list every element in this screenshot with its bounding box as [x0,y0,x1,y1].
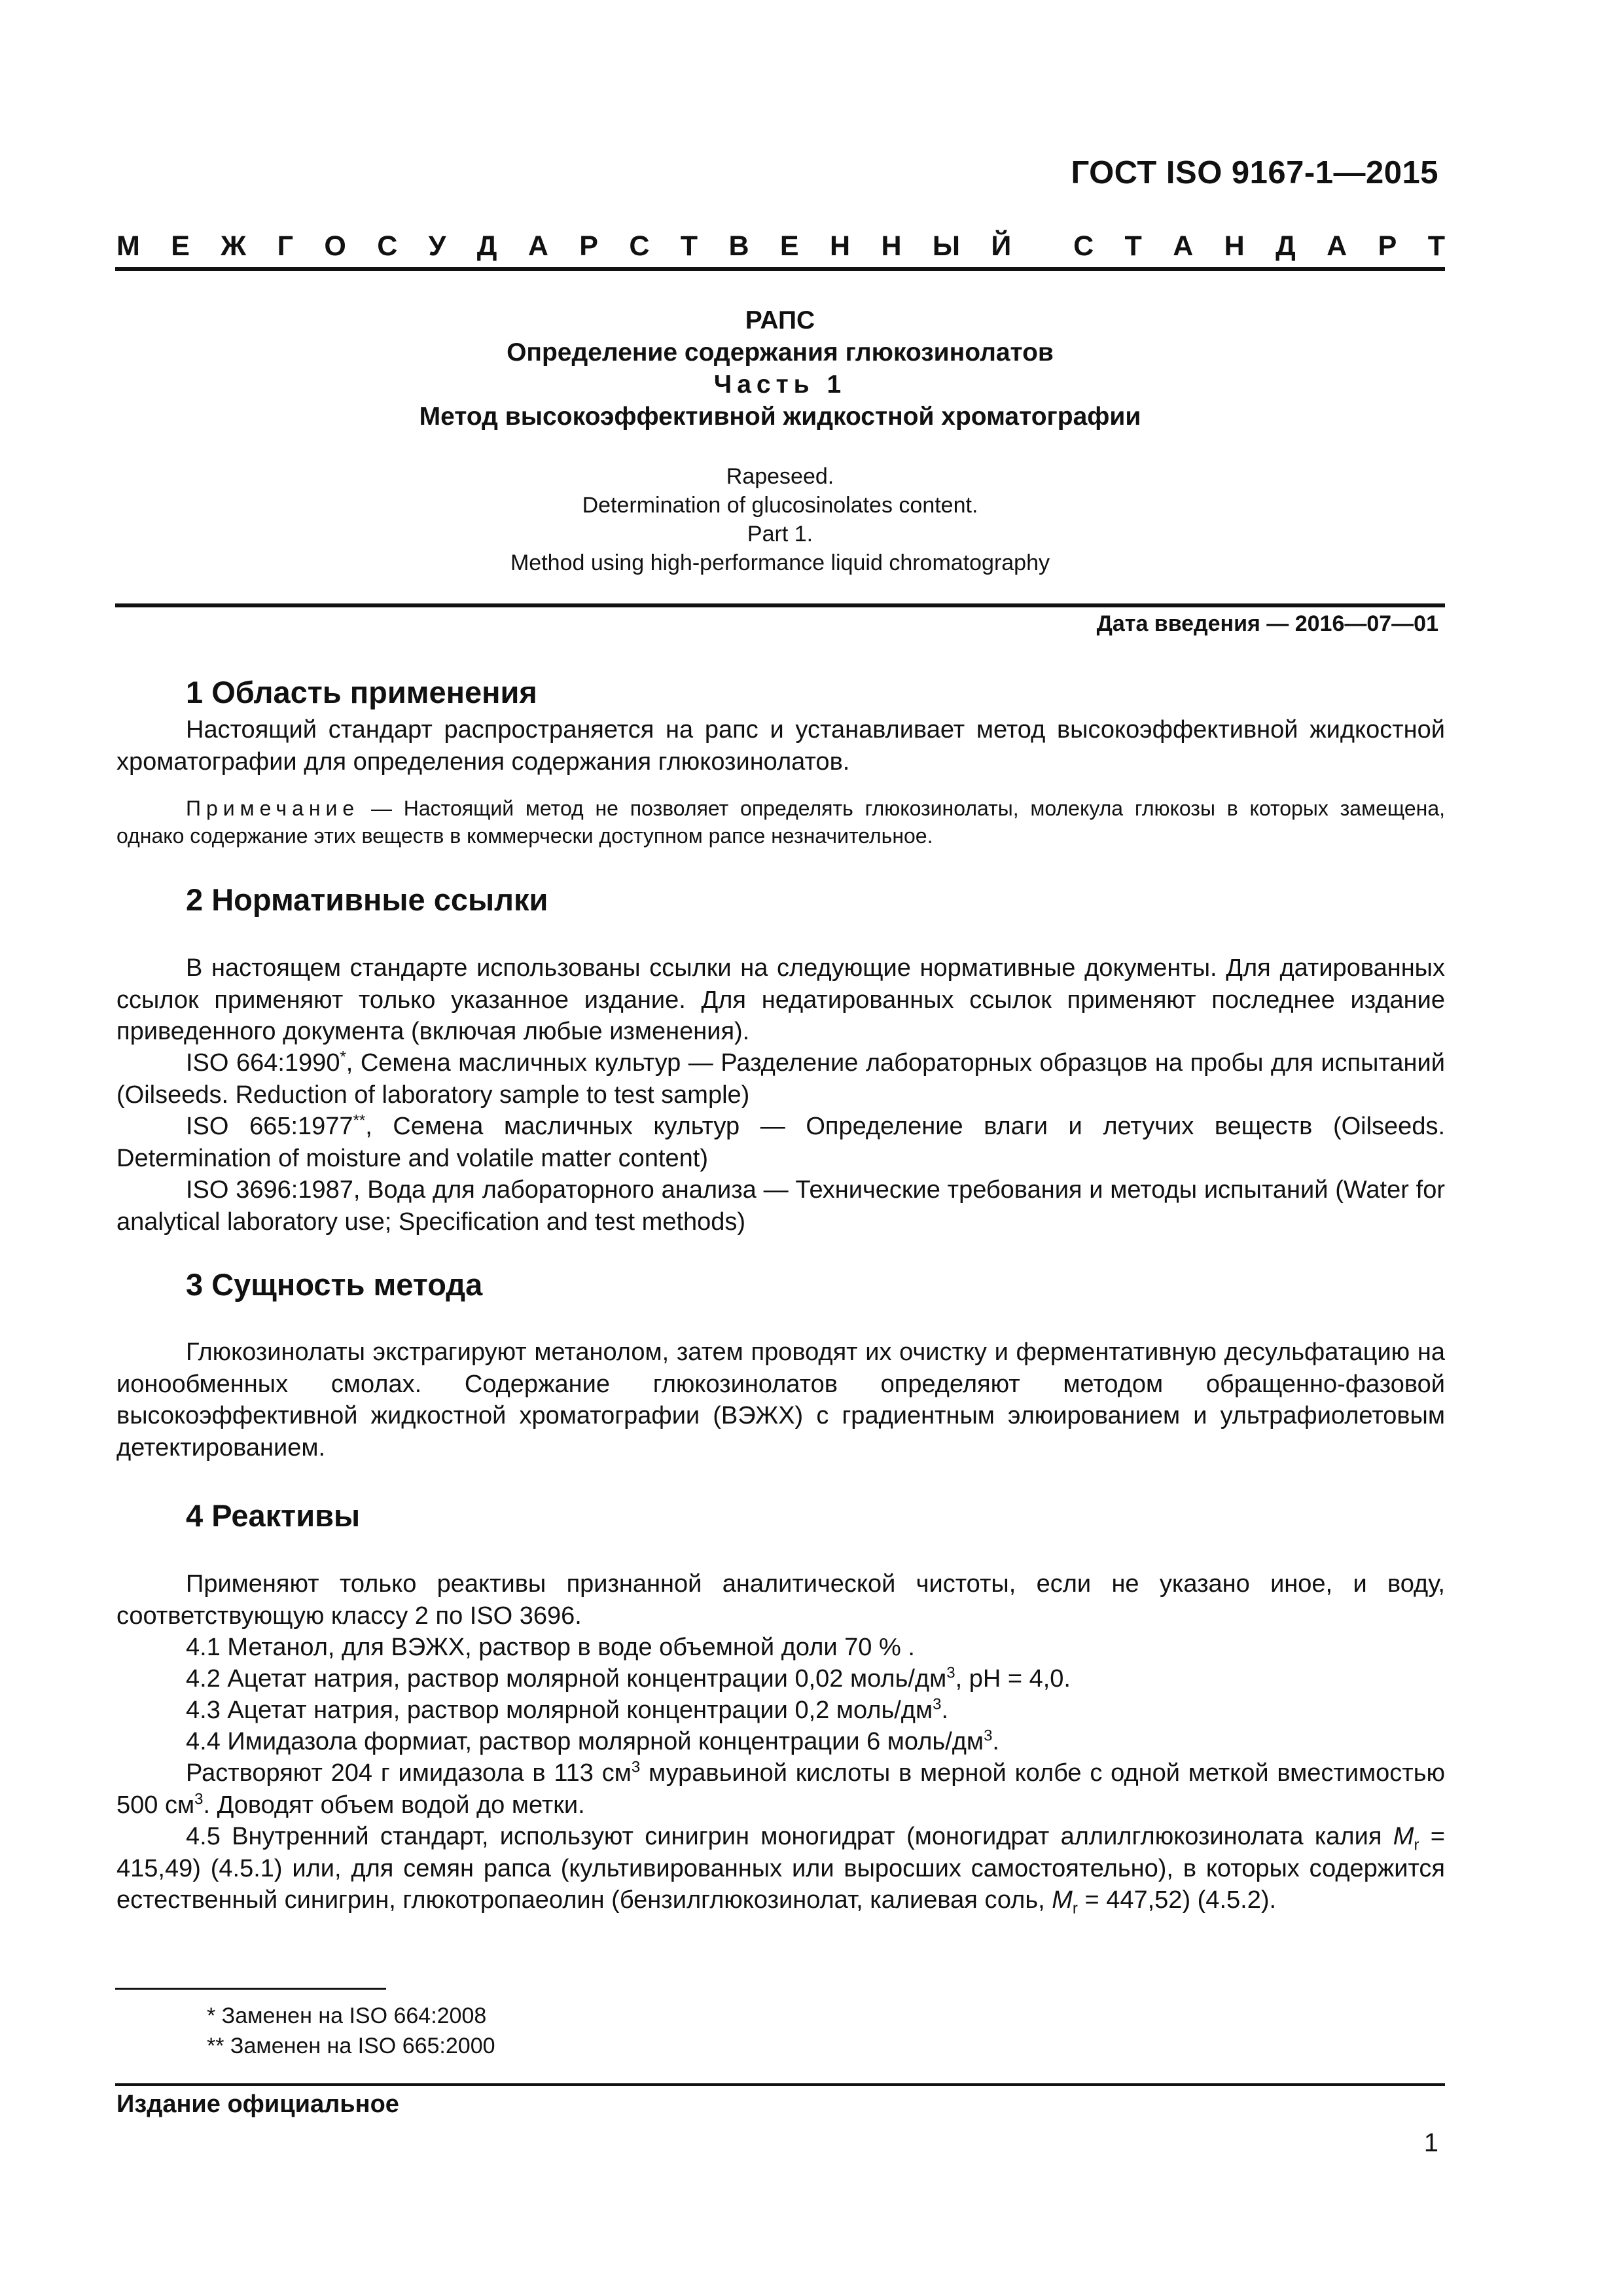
footnote-mark: ** [353,1111,366,1130]
heading-letter: У [428,230,446,262]
reagent-4-4-preparation [116,1757,1445,1821]
heading-letter: Т [1427,230,1445,262]
section-4-intro: Применяют только реактивы признанной аналитической чистоты, если не указано иное, и воду, соответствующую классу 2 по ISO 3696. [116,1570,1445,1630]
superscript: 3 [194,1789,204,1808]
section-1-text: Настоящий стандарт распространяется на рапс и устанавливает метод высокоэффективной жидкостной хроматографии для определения содержания глюкозинолатов. [116,716,1445,776]
heading-letter: Е [779,230,799,262]
reagent-text: 4.2 Ацетат натрия, раствор молярной концентрации 0,02 моль/дм [186,1665,947,1693]
heading-letter: А [1173,230,1194,262]
title-divider [115,603,1445,607]
title-line-1: РАПС [745,306,815,334]
subscript: r [1414,1836,1419,1854]
note-label: Примечание [186,797,360,820]
heading-letter: Ы [932,230,961,262]
heading-letter: Е [171,230,190,262]
reagent-text: Растворяют 204 г имидазола в 113 см [186,1759,632,1787]
reference-text: , Семена масличных культур — Определение влаги и летучих веществ (Oilseeds. Determination of moisture and volatile matter content) [116,1113,1446,1172]
heading-letter: Ж [221,230,247,262]
heading-letter: М [116,230,140,262]
footnote-divider [115,1988,386,1990]
section-2-title: 2 Нормативные ссылки [186,882,548,917]
note-text: — Настоящий метод не позволяет определять глюкозинолаты, молекула глюкозы в которых замещена, однако содержание этих веществ в коммерчески доступном рапсе незначительное. [116,797,1445,848]
section-2-text: В настоящем стандарте использованы ссылки на следующие нормативные документы. Для датированных ссылок применяют только указанное издание. Для недатированных ссылок применяют последнее издание приведенного документа (включая любые изменения). [116,954,1445,1045]
introduction-date: Дата введения — 2016—07—01 [1096,611,1438,636]
heading-letter: Р [579,230,598,262]
reagent-text: 4.3 Ацетат натрия, раствор молярной концентрации 0,2 моль/дм [186,1696,933,1724]
heading-letter: Н [1224,230,1245,262]
footnote-mark: * [340,1048,346,1066]
title-part: Часть 1 [713,370,847,399]
heading-letter: Н [881,230,902,262]
reagent-text: муравьиной кислоты в мерной колбе с одной меткой вместимостью 500 см [116,1759,1445,1819]
heading-letter: С [629,230,650,262]
heading-letter: В [728,230,749,262]
formula-symbol: M [1052,1886,1073,1914]
heading-letter: А [1327,230,1347,262]
interstate-standard-heading [116,230,1445,262]
footer-divider [115,2083,1445,2086]
reagent-text: , pH = 4,0. [955,1665,1071,1693]
reagent-4-5 [116,1821,1445,1916]
reference-iso-3696: ISO 3696:1987, Вода для лабораторного анализа — Технические требования и методы испытаний (Water for analytical laboratory use; Specification and test methods) [116,1176,1445,1236]
reference-iso-665 [116,1111,1445,1174]
reagent-4-1: 4.1 Метанол, для ВЭЖХ, раствор в воде объемной доли 70 % . [186,1634,915,1661]
english-title-line-2: Determination of glucosinolates content. [582,493,978,518]
reference-text: , Семена масличных культур — Разделение лабораторных образцов на пробы для испытаний (Oilseeds. Reduction of laboratory sample to test sample) [116,1049,1445,1109]
header-divider [115,267,1445,271]
reagent-text: . Доводят объем водой до метки. [203,1791,585,1819]
reagent-4-2 [116,1663,1445,1695]
heading-letter: Д [476,230,497,262]
heading-letter: Т [680,230,698,262]
heading-letter: Й [991,230,1012,262]
document-title [115,304,1445,433]
section-4-title: 4 Реактивы [186,1498,361,1533]
heading-letter: Т [1124,230,1142,262]
reference-code: ISO 665:1977 [186,1113,353,1140]
heading-letter: С [1073,230,1094,262]
english-title-line-1: Rapeseed. [726,464,834,489]
superscript: 3 [946,1664,955,1682]
footnote-2: ** Заменен на ISO 665:2000 [207,2034,495,2058]
title-line-4: Метод высокоэффективной жидкостной хроматографии [419,403,1141,431]
reagent-4-4 [116,1726,1445,1758]
reagent-text: = 447,52) (4.5.2). [1077,1886,1277,1914]
heading-letter: Н [830,230,851,262]
title-line-2: Определение содержания глюкозинолатов [507,338,1054,367]
heading-letter: О [324,230,346,262]
english-title-line-3: Part 1. [747,522,813,547]
heading-letter: Д [1275,230,1296,262]
official-edition-label: Издание официальное [116,2090,399,2118]
heading-letter: Г [277,230,293,262]
reagent-text: = 415,49) (4.5.1) или, для семян рапса (культивированных или выросших самостоятельно), в которых содержится естественный синигрин, глюкотропаеолин (бензилглюкозинолат, калиевая соль, [116,1823,1445,1914]
superscript: 3 [933,1695,942,1713]
section-3-text: Глюкозинолаты экстрагируют метанолом, затем проводят их очистку и ферментативную десульфатацию на ионообменных смолах. Содержание глюкозинолатов определяют методом обращенно-фазовой высокоэффективной жидкостной хроматографии (ВЭЖХ) с градиентным элюированием и ультрафиолетовым детектированием. [116,1338,1445,1462]
page-number: 1 [1423,2128,1438,2157]
reference-code: ISO 664:1990 [186,1049,340,1077]
reagent-text: 4.5 Внутренний стандарт, используют синигрин моногидрат (моногидрат аллилглюкозинолата калия [186,1823,1393,1850]
reagent-text: 4.4 Имидазола формиат, раствор молярной концентрации 6 моль/дм [186,1728,984,1755]
superscript: 3 [631,1758,641,1776]
section-1-title: 1 Область применения [186,675,537,709]
reference-iso-664 [116,1047,1445,1111]
english-title [115,462,1445,577]
section-3-title: 3 Сущность метода [186,1267,483,1302]
heading-letter: А [527,230,548,262]
section-1-note [116,795,1445,850]
english-title-line-4: Method using high-performance liquid chromatography [510,550,1050,575]
subscript: r [1072,1899,1078,1918]
heading-letter: С [377,230,398,262]
reagent-text: . [992,1728,999,1755]
footnote-1: * Заменен на ISO 664:2008 [207,2003,487,2028]
superscript: 3 [984,1727,993,1745]
heading-letter: Р [1378,230,1397,262]
formula-symbol: M [1393,1823,1414,1850]
reagent-4-3 [116,1695,1445,1727]
document-code: ГОСТ ISO 9167-1—2015 [1071,155,1438,190]
reagent-text: . [941,1696,949,1724]
